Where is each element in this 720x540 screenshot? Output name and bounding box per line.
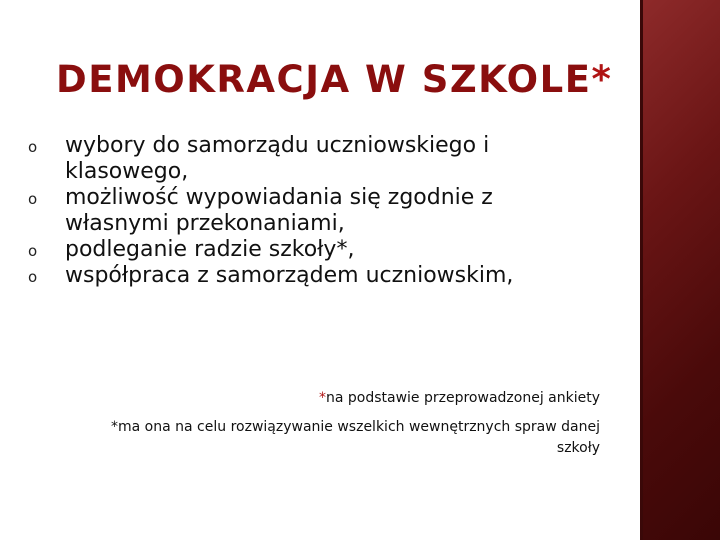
footnote-survey — [80, 388, 600, 408]
slide-title-text: DEMOKRACJA W SZKOLE — [56, 58, 592, 101]
bullet-text: wybory do samorządu uczniowskiego i klasowego, — [65, 133, 490, 184]
bullet-item — [28, 237, 588, 263]
bullet-circle-icon: o — [28, 138, 38, 156]
bullet-text: współpraca z samorządem uczniowskim, — [65, 263, 514, 288]
footnote-council: *ma ona na celu rozwiązywanie wszelkich wewnętrznych spraw danej szkoły — [111, 419, 600, 456]
bullet-circle-icon: o — [28, 268, 38, 286]
bullet-item — [28, 185, 588, 237]
title-asterisk: * — [591, 58, 613, 101]
bullet-circle-icon: o — [28, 190, 38, 208]
bullet-item — [28, 133, 588, 185]
bullet-text: możliwość wypowiadania się zgodnie z własnymi przekonaniami, — [65, 185, 493, 236]
bullet-text: podleganie radzie szkoły*, — [65, 237, 355, 262]
footnote-asterisk: * — [318, 390, 326, 406]
footnotes — [80, 388, 600, 459]
bullet-item — [28, 263, 588, 289]
bullet-circle-icon: o — [28, 242, 38, 260]
side-decorative-band — [640, 0, 720, 540]
footnote-survey-text: na podstawie przeprowadzonej ankiety — [325, 390, 600, 406]
slide-title — [56, 58, 612, 101]
bullet-list — [28, 133, 588, 289]
